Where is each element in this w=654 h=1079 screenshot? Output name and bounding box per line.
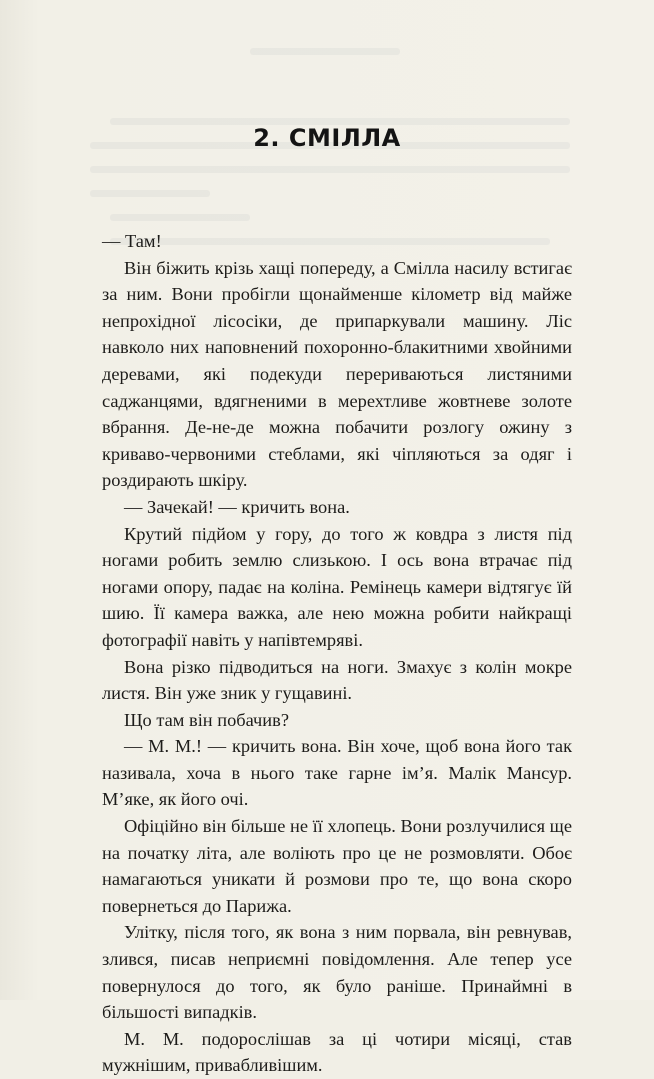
bleed-through-line: [90, 166, 570, 173]
paragraph: Офіційно він більше не її хлопець. Вони розлучилися ще на початку літа, але воліють про це не розмовляти. Обоє намагаються уникати й розмови про те, що вона скоро повернеться до Парижа.: [102, 816, 572, 916]
chapter-title: 2. СМІЛЛА: [253, 124, 401, 152]
bleed-through-line: [250, 48, 400, 55]
paragraph: — Зачекай! — кричить вона.: [124, 496, 350, 517]
paragraph: Крутий підйом у гору, до того ж ковдра з листя під ногами робить землю слизькою. І ось вона втрачає під ногами опору, падає на коліна. Ремінець камери відтягує їй шию. Її камера важка, але нею можна робити найкращі фотографії навіть у напівтемряві.: [102, 523, 572, 650]
paragraph: Що там він побачив?: [124, 709, 289, 730]
paragraph: М. М. подорослішав за ці чотири місяці, став мужнішим, привабливішим.: [102, 1028, 572, 1076]
paragraph: Він біжить крізь хащі попереду, а Смілла насилу встигає за ним. Вони пробігли щонайменше кілометр від майже непрохідної лісосіки, де припаркували машину. Ліс навколо них наповнений похоронно-блакитними хвойними деревами, які подекуди перериваються листяними саджанцями, вдягненими в мерехтливе жовтневе золоте вбрання. Де-не-де можна побачити розлогу ожину з криваво-червоними стеблами, які чіпляються за одяг і роздирають шкіру.: [102, 257, 572, 491]
chapter-body: [102, 228, 572, 1079]
bleed-through-line: [110, 214, 250, 221]
paragraph: Улітку, після того, як вона з ним порвала, він ревнував, злився, писав неприємні повідомлення. Але тепер усе повернулося до того, як було раніше. Принаймні в більшості випадків.: [102, 922, 572, 1023]
paragraph: Вона різко підводиться на ноги. Змахує з колін мокре листя. Він уже зник у гущавині.: [102, 656, 572, 704]
paragraph: — М. М.! — кричить вона. Він хоче, щоб вона його так називала, хоча в нього таке гарне ім’я. Малік Мансур. М’яке, як його очі.: [102, 736, 572, 810]
paragraph: — Там!: [102, 231, 162, 251]
bleed-through-line: [90, 190, 210, 197]
